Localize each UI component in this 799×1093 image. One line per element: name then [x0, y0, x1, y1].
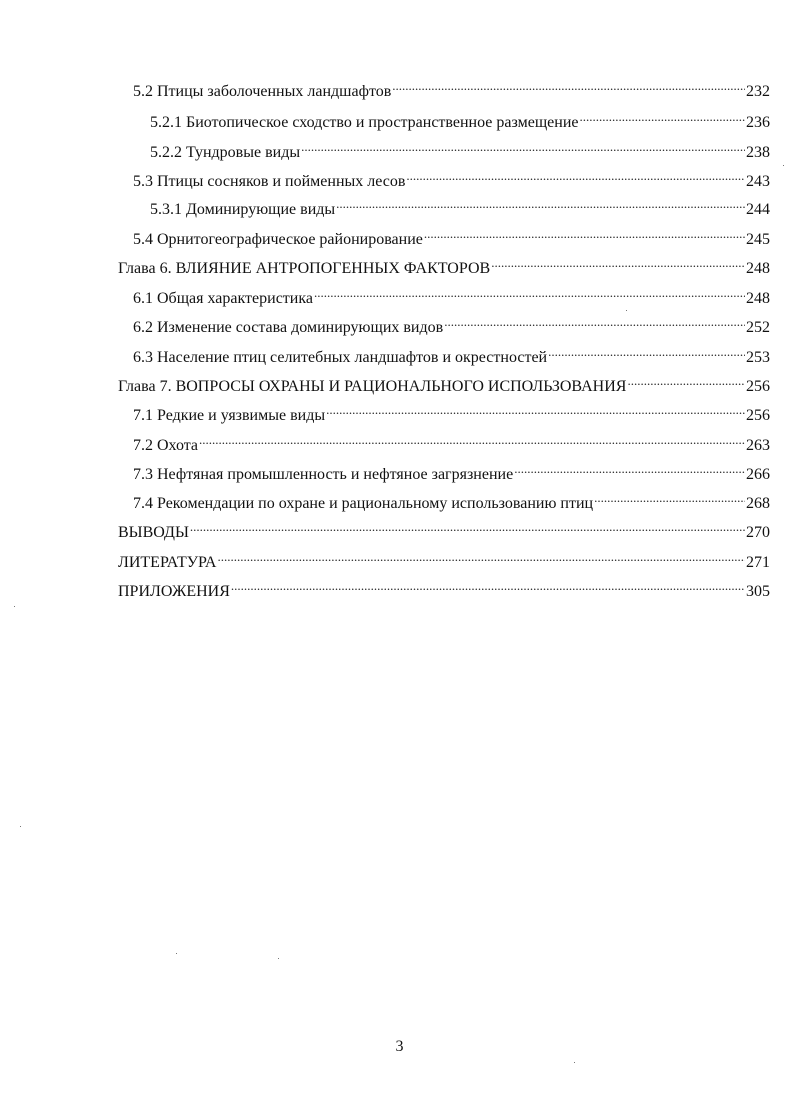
toc-entry-title: ВЫВОДЫ	[118, 524, 189, 541]
scan-speck	[783, 165, 784, 166]
toc-entry-page: 232	[746, 83, 770, 100]
toc-dot-leader	[301, 131, 745, 157]
toc-entry	[118, 511, 770, 541]
toc-entry-title: 5.4 Орнитогеографическое районирование	[133, 231, 423, 248]
scan-speck	[176, 953, 177, 954]
toc-entry	[133, 218, 770, 248]
toc-entry-page: 238	[746, 144, 770, 161]
toc-entry-title: ЛИТЕРАТУРА	[118, 554, 217, 571]
scan-speck	[278, 958, 279, 959]
toc-entry	[118, 570, 770, 600]
toc-entry	[133, 336, 770, 366]
scan-speck	[14, 606, 15, 607]
toc-dot-leader	[491, 247, 745, 273]
toc-entry-page: 256	[746, 407, 770, 424]
toc-entry-title: 6.1 Общая характеристика	[133, 290, 313, 307]
toc-entry-title: 6.2 Изменение состава доминирующих видов	[133, 319, 444, 336]
toc-dot-leader	[627, 365, 745, 391]
toc-entry-page: 268	[746, 495, 770, 512]
toc-entry-page: 248	[746, 260, 770, 277]
toc-entry-page: 244	[746, 201, 770, 218]
toc-dot-leader	[326, 394, 745, 420]
toc-entry-page: 248	[746, 290, 770, 307]
toc-entry-title: 5.3.1 Доминирующие виды	[150, 201, 336, 218]
toc-entry	[118, 365, 770, 395]
toc-dot-leader	[217, 541, 745, 567]
toc-dot-leader	[336, 188, 745, 214]
toc-dot-leader	[424, 218, 745, 244]
toc-dot-leader	[190, 511, 745, 537]
toc-entry-title: 5.2 Птицы заболоченных ландшафтов	[133, 83, 392, 100]
toc-entry	[133, 453, 770, 483]
toc-entry-title: 7.1 Редкие и уязвимые виды	[133, 407, 326, 424]
toc-entry-title: 7.3 Нефтяная промышленность и нефтяное загрязнение	[133, 466, 514, 483]
toc-dot-leader	[392, 70, 745, 96]
toc-entry-page: 252	[746, 319, 770, 336]
toc-entry-page: 263	[746, 437, 770, 454]
toc-entry-page: 271	[746, 554, 770, 571]
toc-entry	[150, 188, 770, 218]
toc-entry	[133, 160, 770, 190]
toc-entry-page: 253	[746, 349, 770, 366]
toc-entry-page: 270	[746, 524, 770, 541]
toc-entry-page: 236	[746, 114, 770, 131]
toc-entry-title: Глава 6. ВЛИЯНИЕ АНТРОПОГЕННЫХ ФАКТОРОВ	[118, 260, 491, 277]
toc-entry-title: 5.3 Птицы сосняков и пойменных лесов	[133, 173, 406, 190]
toc-entry	[133, 277, 770, 307]
toc-entry-page: 245	[746, 231, 770, 248]
toc-entry	[133, 70, 770, 100]
toc-dot-leader	[406, 160, 745, 186]
toc-entry-title: 5.2.1 Биотопическое сходство и пространственное размещение	[150, 114, 579, 131]
toc-dot-leader	[579, 101, 745, 127]
toc-entry	[133, 482, 770, 512]
toc-entry-page: 266	[746, 466, 770, 483]
toc-dot-leader	[444, 306, 745, 332]
toc-entry-title: 6.3 Население птиц селитебных ландшафтов и окрестностей	[133, 349, 548, 366]
toc-entry-page: 256	[746, 378, 770, 395]
toc-dot-leader	[514, 453, 745, 479]
toc-dot-leader	[314, 277, 745, 303]
toc-entry-title: 5.2.2 Тундровые виды	[150, 144, 301, 161]
toc-entry-title: Глава 7. ВОПРОСЫ ОХРАНЫ И РАЦИОНАЛЬНОГО ИСПОЛЬЗОВАНИЯ	[118, 378, 627, 395]
toc-entry	[133, 424, 770, 454]
toc-dot-leader	[199, 424, 745, 450]
scan-speck	[626, 310, 627, 311]
toc-entry	[133, 394, 770, 424]
toc-entry-page: 243	[746, 173, 770, 190]
toc-entry	[118, 247, 770, 277]
toc-entry-title: ПРИЛОЖЕНИЯ	[118, 583, 230, 600]
toc-entry	[133, 306, 770, 336]
toc-entry-title: 7.2 Охота	[133, 437, 199, 454]
scan-speck	[20, 826, 21, 827]
toc-entry-page: 305	[746, 583, 770, 600]
page-number: 3	[395, 1038, 404, 1055]
toc-entry	[118, 541, 770, 571]
toc-entry	[150, 131, 770, 161]
scan-speck	[574, 1062, 575, 1063]
toc-entry-title: 7.4 Рекомендации по охране и рациональному использованию птиц	[133, 495, 594, 512]
toc-entry	[150, 101, 770, 131]
toc-dot-leader	[548, 336, 745, 362]
toc-dot-leader	[594, 482, 745, 508]
toc-dot-leader	[231, 570, 745, 596]
